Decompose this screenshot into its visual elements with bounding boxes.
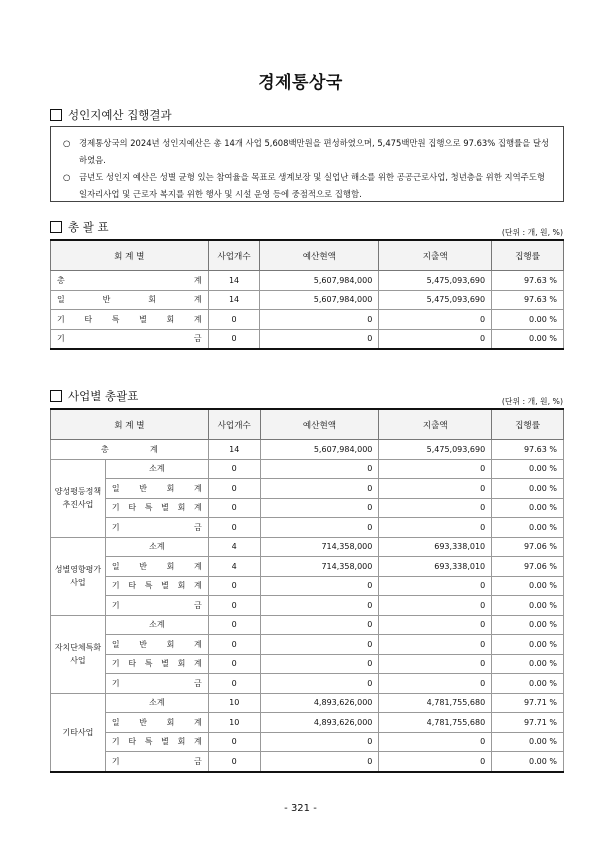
label-part: 소계	[149, 620, 165, 630]
row-label	[105, 674, 208, 694]
budget-cell: 0	[260, 459, 379, 479]
count-cell: 0	[208, 479, 260, 499]
spent-cell: 0	[379, 459, 492, 479]
col-header: 지출액	[379, 409, 492, 440]
row-label	[105, 576, 208, 596]
spent-cell: 0	[379, 635, 492, 655]
col-header: 집행률	[492, 409, 564, 440]
project-table	[50, 408, 564, 773]
label-part: 소계	[149, 698, 165, 708]
table-row	[51, 732, 564, 752]
count-cell: 0	[208, 635, 260, 655]
label-part: 소계	[149, 542, 165, 552]
budget-cell: 714,358,000	[260, 537, 379, 557]
spent-cell: 5,475,093,690	[379, 271, 492, 291]
spent-cell: 0	[379, 615, 492, 635]
label-part: 기	[111, 756, 120, 766]
label-part: 총	[57, 275, 65, 285]
rate-cell: 0.00 %	[492, 329, 564, 349]
label-part: 계	[193, 314, 202, 324]
spent-cell: 0	[379, 752, 492, 772]
table-row	[51, 752, 564, 772]
label-part: 기	[111, 503, 120, 513]
label-part: 회	[177, 659, 186, 669]
label-part: 계	[194, 737, 202, 747]
label-part: 일	[111, 639, 120, 649]
rate-cell: 97.63 %	[492, 290, 564, 310]
budget-cell: 0	[260, 329, 379, 349]
table-row	[51, 713, 564, 733]
label-part: 반	[139, 483, 147, 493]
rate-cell: 0.00 %	[492, 498, 564, 518]
spent-cell: 0	[379, 518, 492, 538]
table-row	[51, 537, 564, 557]
spent-cell: 693,338,010	[379, 557, 492, 577]
table-row	[51, 459, 564, 479]
label-part: 타	[128, 737, 137, 747]
unit-label: (단위 : 개, 원, %)	[501, 228, 563, 237]
label-part: 회	[166, 639, 175, 649]
spent-cell: 0	[379, 654, 492, 674]
col-header: 사업개수	[208, 409, 260, 440]
label-part: 일	[111, 483, 120, 493]
count-cell: 14	[208, 271, 260, 291]
label-part: 특	[144, 581, 153, 591]
row-label	[105, 635, 208, 655]
unit-label: (단위 : 개, 원, %)	[501, 397, 563, 406]
label-part: 회	[177, 503, 186, 513]
spent-cell: 4,781,755,680	[379, 693, 492, 713]
rate-cell: 97.63 %	[492, 271, 564, 291]
label-part: 회	[166, 314, 175, 324]
table-row	[51, 518, 564, 538]
label-part: 회	[166, 717, 175, 727]
spent-cell: 693,338,010	[379, 537, 492, 557]
table-row	[51, 290, 564, 310]
budget-cell: 0	[260, 310, 379, 330]
label-part: 반	[139, 561, 147, 571]
checkbox-square-icon	[50, 109, 62, 121]
label-part: 타	[128, 581, 137, 591]
row-label	[51, 329, 209, 349]
budget-cell: 0	[260, 576, 379, 596]
count-cell: 0	[208, 310, 260, 330]
label-part: 특	[144, 503, 153, 513]
summary-bullet	[63, 135, 555, 169]
budget-cell: 0	[260, 674, 379, 694]
label-part: 회	[166, 483, 175, 493]
group-label: 성별영향평가 사업	[51, 537, 106, 615]
overview-table	[50, 239, 564, 350]
label-part: 계	[194, 581, 202, 591]
budget-cell: 714,358,000	[260, 557, 379, 577]
row-label	[105, 596, 208, 616]
budget-cell: 0	[260, 732, 379, 752]
count-cell: 0	[208, 329, 260, 349]
budget-cell: 0	[260, 654, 379, 674]
checkbox-square-icon	[50, 221, 62, 233]
total-row	[51, 440, 564, 460]
label-part: 특	[111, 314, 120, 324]
count-cell: 14	[208, 290, 260, 310]
row-label	[105, 654, 208, 674]
label-part: 일	[57, 295, 65, 305]
section-heading-execution	[50, 107, 172, 123]
spent-cell: 0	[379, 498, 492, 518]
col-header: 지출액	[379, 240, 492, 271]
spent-cell: 0	[379, 479, 492, 499]
page-title: 경제통상국	[258, 73, 343, 93]
row-label	[51, 290, 209, 310]
label-part: 금	[194, 678, 202, 688]
table-row	[51, 271, 564, 291]
section-heading-overview	[50, 219, 109, 235]
rate-cell: 0.00 %	[492, 615, 564, 635]
col-header: 예산현액	[260, 240, 379, 271]
label-part: 반	[102, 295, 111, 305]
budget-cell: 5,607,984,000	[260, 440, 379, 460]
label-part: 일	[111, 561, 120, 571]
table-row	[51, 576, 564, 596]
label-part: 금	[194, 756, 202, 766]
label-part: 별	[161, 581, 169, 591]
rate-cell: 97.63 %	[492, 440, 564, 460]
label-part: 기	[111, 600, 120, 610]
label-part: 특	[144, 737, 153, 747]
row-label	[105, 732, 208, 752]
bullet-text: 금년도 성인지 예산은 성별 균형 있는 참여율을 목표로 생계보장 및 실업난 해소를 위한 공공근로사업, 청년층을 위한 지역주도형 일자리사업 및 근로자 복지를 위한 행사 및 시설 운영 등에 중점적으로 집행함.	[79, 172, 545, 199]
count-cell: 0	[208, 654, 260, 674]
label-part: 기	[111, 678, 120, 688]
spent-cell: 0	[379, 576, 492, 596]
count-cell: 0	[208, 596, 260, 616]
table-row	[51, 693, 564, 713]
section-heading-text: 성인지예산 집행결과	[68, 108, 172, 122]
rate-cell: 97.06 %	[492, 537, 564, 557]
spent-cell: 0	[379, 329, 492, 349]
count-cell: 0	[208, 518, 260, 538]
count-cell: 4	[208, 537, 260, 557]
count-cell: 0	[208, 752, 260, 772]
row-label	[105, 518, 208, 538]
label-part: 기	[111, 737, 120, 747]
rate-cell: 0.00 %	[492, 576, 564, 596]
label-part: 회	[177, 737, 186, 747]
count-cell: 10	[208, 693, 260, 713]
label-part: 계	[194, 503, 202, 513]
label-part: 계	[194, 483, 202, 493]
budget-cell: 0	[260, 635, 379, 655]
label-part: 계	[194, 561, 202, 571]
spent-cell: 0	[379, 310, 492, 330]
row-label	[105, 498, 208, 518]
budget-cell: 4,893,626,000	[260, 713, 379, 733]
label-part: 계	[193, 275, 202, 285]
summary-box	[50, 126, 564, 202]
bullet-text: 경제통상국의 2024년 성인지예산은 총 14개 사업 5,608백만원을 편성하였으며, 5,475백만원 집행으로 97.63% 집행률을 달성하였음.	[79, 138, 550, 165]
count-cell: 4	[208, 557, 260, 577]
table-row	[51, 615, 564, 635]
spent-cell: 5,475,093,690	[379, 290, 492, 310]
rate-cell: 0.00 %	[492, 732, 564, 752]
table-row	[51, 635, 564, 655]
count-cell: 0	[208, 615, 260, 635]
checkbox-square-icon	[50, 390, 62, 402]
rate-cell: 0.00 %	[492, 635, 564, 655]
rate-cell: 0.00 %	[492, 654, 564, 674]
label-part: 타	[128, 503, 137, 513]
label-part: 별	[161, 503, 169, 513]
group-label: 자치단체특화 사업	[51, 615, 106, 693]
section-heading-text: 총 괄 표	[68, 220, 109, 234]
col-header: 회 계 별	[51, 409, 209, 440]
section-heading-by-project	[50, 388, 138, 404]
spent-cell: 5,475,093,690	[379, 440, 492, 460]
row-label	[105, 693, 208, 713]
count-cell: 0	[208, 498, 260, 518]
label-part: 금	[194, 600, 202, 610]
label-part: 기	[111, 522, 120, 532]
rate-cell: 0.00 %	[492, 459, 564, 479]
col-header: 집행률	[492, 240, 564, 271]
row-label	[105, 713, 208, 733]
col-header: 회 계 별	[51, 240, 209, 271]
rate-cell: 0.00 %	[492, 518, 564, 538]
count-cell: 0	[208, 732, 260, 752]
row-label	[105, 537, 208, 557]
label-part: 회	[177, 581, 186, 591]
col-header: 사업개수	[208, 240, 260, 271]
label-part: 기	[57, 334, 65, 344]
row-label	[105, 615, 208, 635]
budget-cell: 0	[260, 498, 379, 518]
page-number: - 321 -	[284, 803, 317, 814]
label-part: 기	[57, 314, 65, 324]
rate-cell: 0.00 %	[492, 674, 564, 694]
table-row	[51, 329, 564, 349]
spent-cell: 4,781,755,680	[379, 713, 492, 733]
label-part: 금	[193, 334, 202, 344]
label-part: 회	[166, 561, 175, 571]
rate-cell: 0.00 %	[492, 310, 564, 330]
budget-cell: 0	[260, 518, 379, 538]
label-part: 반	[139, 717, 147, 727]
label-part: 계	[193, 295, 202, 305]
count-cell: 10	[208, 713, 260, 733]
label-part: 계	[150, 444, 158, 454]
circle-bullet-icon: ○	[63, 138, 71, 148]
row-label	[105, 479, 208, 499]
table-row	[51, 654, 564, 674]
count-cell: 0	[208, 576, 260, 596]
label-part: 별	[139, 314, 147, 324]
spent-cell: 0	[379, 596, 492, 616]
row-label	[51, 440, 209, 460]
col-header: 예산현액	[260, 409, 379, 440]
table-row	[51, 310, 564, 330]
rate-cell: 97.06 %	[492, 557, 564, 577]
label-part: 금	[194, 522, 202, 532]
row-label	[51, 271, 209, 291]
rate-cell: 97.71 %	[492, 693, 564, 713]
group-label: 기타사업	[51, 693, 106, 772]
count-cell: 0	[208, 674, 260, 694]
label-part: 계	[194, 659, 202, 669]
count-cell: 0	[208, 459, 260, 479]
table-row	[51, 479, 564, 499]
budget-cell: 0	[260, 615, 379, 635]
rate-cell: 0.00 %	[492, 596, 564, 616]
table-row	[51, 596, 564, 616]
label-part: 별	[161, 737, 169, 747]
budget-cell: 0	[260, 752, 379, 772]
label-part: 일	[111, 717, 120, 727]
circle-bullet-icon: ○	[63, 172, 71, 182]
rate-cell: 0.00 %	[492, 479, 564, 499]
label-part: 계	[194, 717, 202, 727]
table-row	[51, 498, 564, 518]
label-part: 타	[84, 314, 93, 324]
label-part: 별	[161, 659, 169, 669]
group-label: 양성평등정책 추진사업	[51, 459, 106, 537]
row-label	[105, 557, 208, 577]
label-part: 반	[139, 639, 147, 649]
count-cell: 14	[208, 440, 260, 460]
table-row	[51, 557, 564, 577]
row-label	[51, 310, 209, 330]
label-part: 기	[111, 581, 120, 591]
row-label	[105, 752, 208, 772]
label-part: 회	[148, 295, 156, 305]
budget-cell: 5,607,984,000	[260, 271, 379, 291]
rate-cell: 97.71 %	[492, 713, 564, 733]
label-part: 특	[144, 659, 153, 669]
spent-cell: 0	[379, 674, 492, 694]
budget-cell: 4,893,626,000	[260, 693, 379, 713]
budget-cell: 5,607,984,000	[260, 290, 379, 310]
row-label	[105, 459, 208, 479]
label-part: 계	[194, 639, 202, 649]
budget-cell: 0	[260, 479, 379, 499]
budget-cell: 0	[260, 596, 379, 616]
label-part: 기	[111, 659, 120, 669]
summary-bullet	[63, 169, 555, 203]
spent-cell: 0	[379, 732, 492, 752]
table-row	[51, 674, 564, 694]
label-part: 타	[128, 659, 137, 669]
label-part: 소계	[149, 464, 165, 474]
rate-cell: 0.00 %	[492, 752, 564, 772]
label-part: 총	[101, 444, 109, 454]
section-heading-text: 사업별 총괄표	[68, 389, 139, 403]
